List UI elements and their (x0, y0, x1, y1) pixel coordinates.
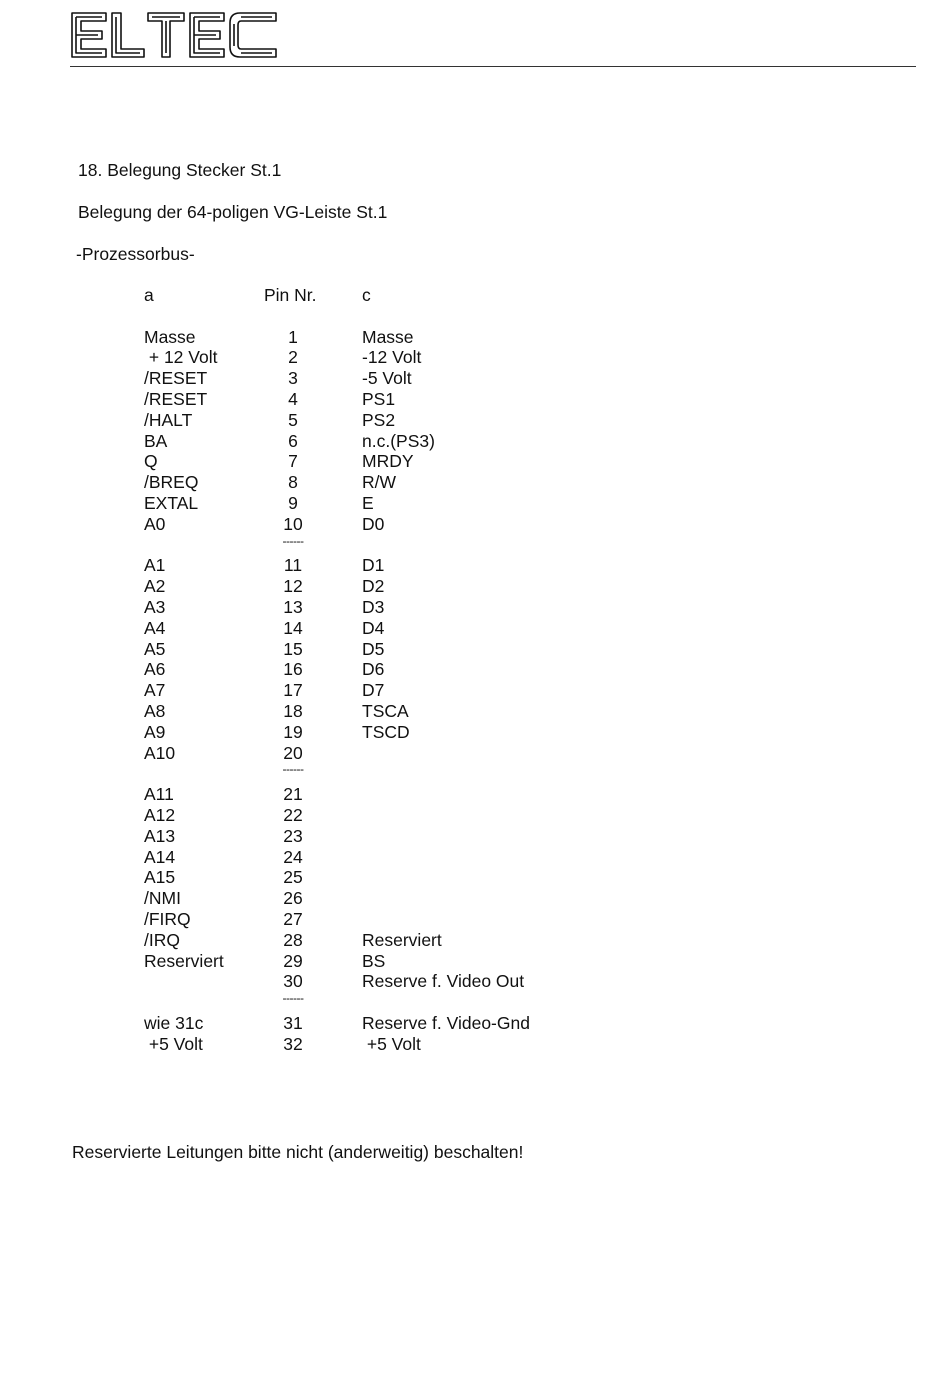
signal-c: R/W (362, 472, 397, 493)
pin-number: 21 (283, 784, 303, 805)
signal-c: E (362, 492, 374, 513)
signal-c: D4 (362, 617, 385, 638)
header-c: c (362, 285, 371, 305)
bus-label: -Prozessorbus- (76, 244, 195, 264)
table-row (0, 722, 950, 743)
table-row (0, 555, 950, 576)
separator-row (0, 763, 950, 784)
signal-c: D1 (362, 555, 385, 576)
table-row (0, 410, 950, 431)
signal-a: /FIRQ (144, 908, 191, 929)
signal-c: D0 (362, 513, 385, 534)
signal-a: /NMI (144, 888, 181, 909)
signal-a: EXTAL (144, 492, 199, 513)
pin-number: 28 (283, 929, 303, 950)
signal-a: /RESET (144, 368, 208, 389)
table-row (0, 951, 950, 972)
pin-number: 24 (283, 846, 303, 867)
table-row (0, 368, 950, 389)
table-row (0, 1013, 950, 1034)
pin-separator: ------ (282, 762, 304, 777)
pin-number: 29 (283, 950, 303, 971)
pin-number: 20 (283, 742, 303, 763)
pin-number: 31 (283, 1012, 303, 1033)
signal-c: Reserviert (362, 929, 442, 950)
signal-a: A9 (144, 721, 166, 742)
pin-number: 5 (288, 409, 298, 430)
pin-number: 16 (283, 659, 303, 680)
signal-c: D7 (362, 680, 385, 701)
signal-c: n.c.(PS3) (362, 430, 435, 451)
pin-separator: ------ (282, 533, 304, 548)
pin-number: 13 (283, 596, 303, 617)
signal-c: D5 (362, 638, 385, 659)
table-row (0, 1034, 950, 1055)
pin-number: 14 (283, 617, 303, 638)
pin-number: 10 (283, 513, 303, 534)
signal-a: /IRQ (144, 929, 180, 950)
signal-a: A5 (144, 638, 166, 659)
table-header (0, 285, 950, 327)
signal-a: wie 31c (144, 1012, 204, 1033)
signal-a: BA (144, 430, 168, 451)
table-row (0, 971, 950, 992)
table-row (0, 826, 950, 847)
table-row (0, 784, 950, 805)
table-row (0, 347, 950, 368)
pin-number: 8 (288, 472, 298, 493)
signal-c: MRDY (362, 451, 414, 472)
signal-c: TSCD (362, 721, 410, 742)
eltec-logo (70, 11, 280, 59)
table-row (0, 597, 950, 618)
table-row (0, 888, 950, 909)
signal-a: +5 Volt (144, 1033, 203, 1054)
table-row (0, 576, 950, 597)
signal-a: Masse (144, 326, 196, 347)
signal-a: A4 (144, 617, 166, 638)
separator-row (0, 992, 950, 1013)
pin-number: 1 (288, 326, 298, 347)
pin-number: 25 (283, 867, 303, 888)
signal-c: +5 Volt (362, 1033, 421, 1054)
pin-number: 12 (283, 576, 303, 597)
pin-number: 2 (288, 347, 298, 368)
header-a: a (144, 285, 154, 305)
pin-number: 3 (288, 368, 298, 389)
pin-number: 17 (283, 680, 303, 701)
signal-a: A8 (144, 700, 166, 721)
footer-note: Reservierte Leitungen bitte nicht (anderweitig) beschalten! (72, 1142, 524, 1162)
table-row (0, 909, 950, 930)
pin-number: 19 (283, 721, 303, 742)
signal-a: /RESET (144, 388, 208, 409)
table-row (0, 639, 950, 660)
table-row (0, 327, 950, 348)
pin-number: 26 (283, 888, 303, 909)
signal-a: Reserviert (144, 950, 224, 971)
subheading: Belegung der 64-poligen VG-Leiste St.1 (78, 202, 388, 222)
signal-a: A11 (144, 784, 174, 805)
signal-a: Q (144, 451, 158, 472)
table-row (0, 514, 950, 535)
signal-c: Reserve f. Video-Gnd (362, 1012, 530, 1033)
signal-a: A1 (144, 555, 166, 576)
pin-number: 18 (283, 700, 303, 721)
pin-table (0, 285, 950, 1054)
header-pin: Pin Nr. (264, 285, 317, 305)
pin-number: 7 (288, 451, 298, 472)
header-rule (70, 66, 916, 67)
table-row (0, 867, 950, 888)
table-row (0, 451, 950, 472)
table-row (0, 618, 950, 639)
signal-a: /BREQ (144, 472, 199, 493)
pin-number: 15 (283, 638, 303, 659)
signal-c: BS (362, 950, 386, 971)
table-row (0, 472, 950, 493)
signal-c: PS2 (362, 409, 396, 430)
signal-c: -5 Volt (362, 368, 412, 389)
pin-number: 32 (283, 1033, 303, 1054)
signal-a: + 12 Volt (144, 347, 218, 368)
pin-number: 11 (283, 555, 303, 576)
pin-separator: ------ (282, 991, 304, 1006)
separator-row (0, 535, 950, 556)
signal-a: A10 (144, 742, 176, 763)
signal-a: A3 (144, 596, 166, 617)
table-row (0, 680, 950, 701)
pin-number: 9 (288, 492, 298, 513)
signal-c: Reserve f. Video Out (362, 971, 525, 992)
signal-c: Masse (362, 326, 414, 347)
table-row (0, 493, 950, 514)
signal-a: A0 (144, 513, 166, 534)
table-row (0, 659, 950, 680)
signal-c: D2 (362, 576, 385, 597)
table-row (0, 389, 950, 410)
signal-a: A12 (144, 804, 176, 825)
section-heading: 18. Belegung Stecker St.1 (78, 160, 282, 180)
signal-a: A6 (144, 659, 166, 680)
signal-a: A13 (144, 825, 176, 846)
signal-c: TSCA (362, 700, 409, 721)
table-row (0, 431, 950, 452)
signal-a: A2 (144, 576, 166, 597)
pin-number: 22 (283, 804, 303, 825)
signal-c: D6 (362, 659, 385, 680)
signal-a: A14 (144, 846, 176, 867)
signal-c: -12 Volt (362, 347, 422, 368)
table-row (0, 805, 950, 826)
table-row (0, 743, 950, 764)
pin-number: 30 (283, 971, 303, 992)
pin-number: 4 (288, 388, 298, 409)
table-row (0, 701, 950, 722)
pin-number: 23 (283, 825, 303, 846)
table-row (0, 847, 950, 868)
table-row (0, 930, 950, 951)
signal-a: /HALT (144, 409, 193, 430)
signal-a: A15 (144, 867, 176, 888)
signal-a: A7 (144, 680, 166, 701)
signal-c: PS1 (362, 388, 396, 409)
pin-number: 27 (283, 908, 303, 929)
pin-number: 6 (288, 430, 298, 451)
signal-c: D3 (362, 596, 385, 617)
